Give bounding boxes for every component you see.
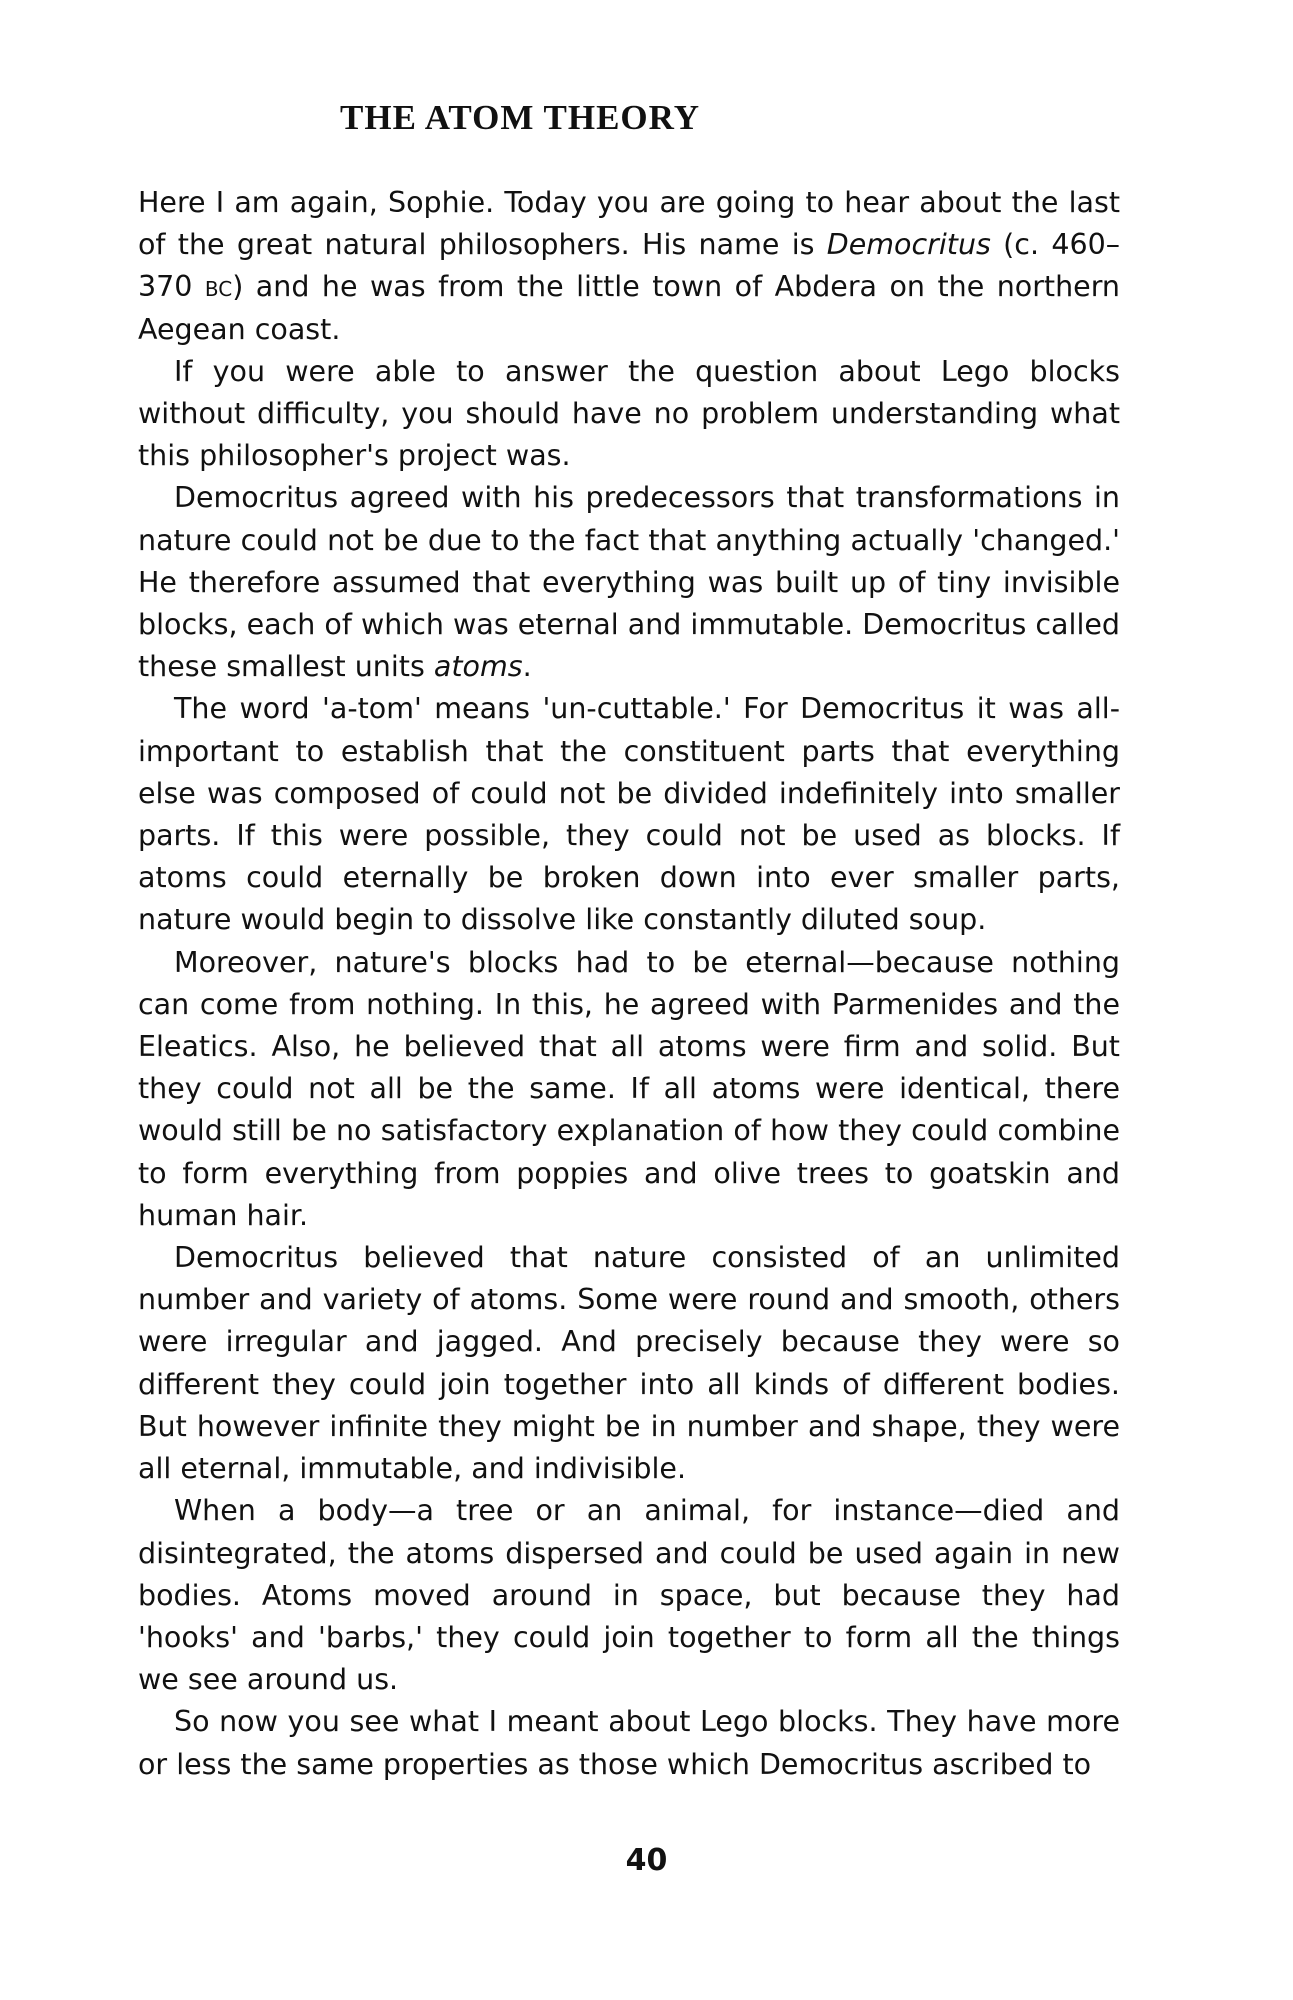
paragraph-1-text-a: Here I am again, Sophie. Today you are going to hear about the last of the great natural philosophers. His name is (138, 186, 1120, 262)
atoms-term: atoms (433, 650, 523, 684)
paragraph-1 (138, 182, 1120, 351)
body-text (138, 182, 1120, 1786)
paragraph-7: When a body—a tree or an animal, for instance—died and disintegrated, the atoms dispersed and could be used again in new bodies. Atoms moved around in space, but because they had 'hooks' and 'barbs,' they could join together to form all the things we see around us. (138, 1494, 1120, 1697)
paragraph-1-text-c: ) and he was from the little town of Abdera on the northern Aegean coast. (138, 270, 1120, 346)
page-number: 40 (625, 1843, 668, 1878)
paragraph-2: If you were able to answer the question about Lego blocks without difficulty, you should have no problem understanding what this philosopher's project was. (138, 354, 1120, 473)
paragraph-8: So now you see what I meant about Lego blocks. They have more or less the same properties as those which Democritus ascribed to (138, 1705, 1120, 1781)
paragraph-3-text-b: . (522, 650, 532, 684)
philosopher-name: Democritus (826, 228, 991, 262)
paragraph-4: The word 'a-tom' means 'un-cuttable.' For Democritus it was all-important to establish that the constituent parts that everything else was composed of could not be divided indefinitely into smaller parts. If this were possible, they could not be used as blocks. If atoms could eternally be broken down into ever smaller parts, nature would begin to dissolve like constantly diluted soup. (138, 692, 1120, 937)
paragraph-3 (138, 477, 1120, 688)
paragraph-1-text-b: (c. 460–370 (138, 228, 1120, 304)
paragraph-5: Moreover, nature's blocks had to be eternal—because nothing can come from nothing. In this, he agreed with Parmenides and the Eleatics. Also, he believed that all atoms were firm and solid. But they could not all be the same. If all atoms were identical, there would still be no satisfactory explanation of how they could combine to form everything from poppies and olive trees to goatskin and human hair. (138, 945, 1120, 1232)
paragraph-6: Democritus believed that nature consisted of an unlimited number and variety of atoms. Some were round and smooth, others were irregular and jagged. And precisely because they were so different they could join together into all kinds of different bodies. But however infinite they might be in number and shape, they were all eternal, immutable, and indivisible. (138, 1241, 1120, 1486)
paragraph-3-text-a: Democritus agreed with his predecessors that transformations in nature could not be due to the fact that anything actually 'changed.' He therefore assumed that everything was built up of tiny invisible blocks, each of which was eternal and immutable. Democritus called these smallest units (138, 481, 1120, 684)
running-head-title: THE ATOM THEORY (340, 98, 700, 137)
era-abbreviation: bc (204, 270, 233, 304)
